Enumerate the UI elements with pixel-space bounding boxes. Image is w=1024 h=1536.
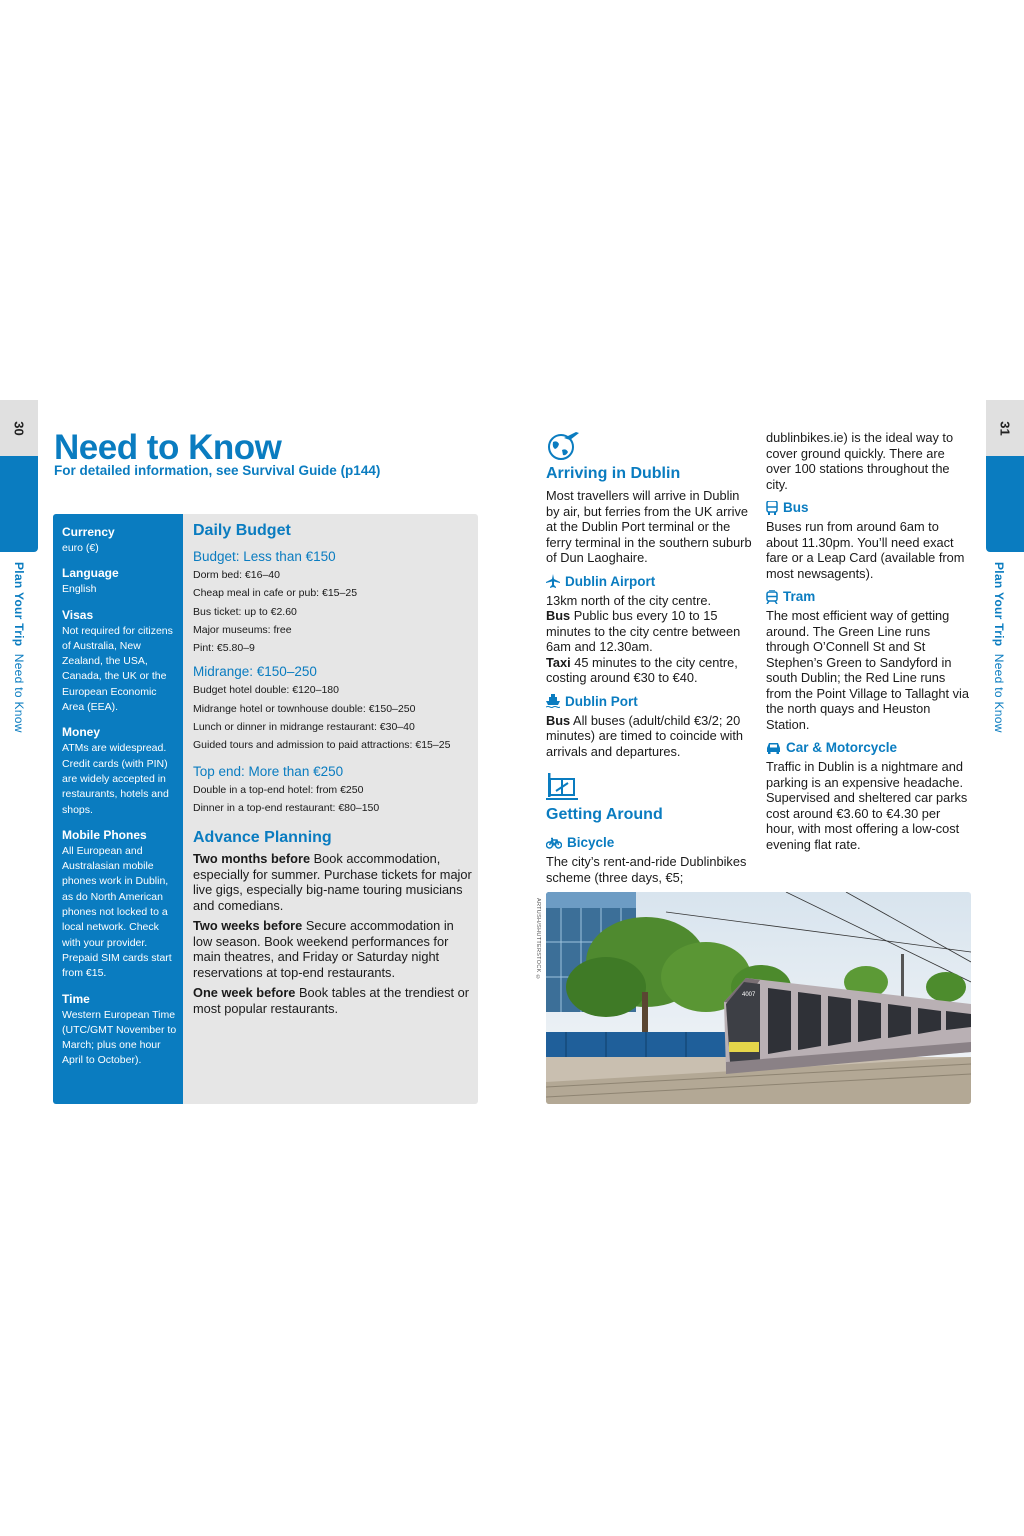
car-icon: [766, 742, 781, 754]
tram-icon: [766, 590, 778, 604]
sidebar-text: euro (€): [62, 542, 99, 554]
arriving-column: [546, 430, 752, 885]
left-side-label-rest: Need to Know: [12, 653, 26, 733]
sidebar-title: Currency: [62, 525, 115, 539]
sidebar-block-money: [62, 724, 177, 817]
left-side-label-bold: Plan Your Trip: [12, 562, 26, 647]
sidebar-block-visas: [62, 607, 177, 716]
planning-item-text: Secure accommodation in low season. Book weekend performances for main theatres, and Friday or Saturday night reservations at top-end restaurants.: [193, 918, 454, 980]
bicycle-icon: [546, 837, 562, 849]
airport-bus: [546, 608, 752, 655]
getting-around-heading: Getting Around: [546, 806, 663, 823]
left-page-tab: [0, 456, 38, 552]
sidebar-text: ATMs are widespread. Credit cards (with PIN) are widely accepted in restaurants, hotels and shops.: [62, 742, 169, 816]
airport-taxi-lead: Taxi: [546, 654, 571, 670]
airport-bus-text: Public bus every 10 to 15 minutes to the city centre between 6am and 12.30am.: [546, 608, 741, 654]
budget-item: Bus ticket: up to €2.60: [193, 605, 297, 618]
right-side-label: [992, 562, 1006, 733]
planning-item-lead: One week before: [193, 985, 296, 1001]
car-title: Car & Motorcycle: [786, 740, 898, 755]
right-page-tab: [986, 456, 1024, 552]
sidebar-title: Language: [62, 566, 119, 581]
info-sidebar: [53, 514, 183, 1104]
tram-text: The most efficient way of getting around. The Green Line runs through O’Connell St and St Stephen’s Green to Sandyford in south Dublin; the Red Line runs from the Point Village to Tallaght via the north quays and Heuston Station.: [766, 608, 969, 732]
budget-heading: Daily Budget: [193, 522, 291, 539]
info-box: [53, 514, 478, 1104]
tram-number: 4007: [742, 992, 756, 998]
planning-item-text: Book tables at the trendiest or most popular restaurants.: [193, 985, 469, 1016]
bus-text: Buses run from around 6am to about 11.30pm. You’ll need exact fare or a Leap Card (available from most newsagents).: [766, 519, 965, 581]
bus-icon: [766, 501, 778, 515]
right-side-label-rest: Need to Know: [992, 653, 1006, 733]
plane-icon: [546, 574, 560, 588]
airport-subheading: [546, 572, 752, 591]
arriving-intro: Most travellers will arrive in Dublin by air, but ferries from the UK arrive at the Dublin Port terminal or the ferry terminal in the southern suburb of Dun Laoghaire.: [546, 488, 752, 565]
sidebar-text: Not required for citizens of Australia, New Zealand, the USA, Canada, the UK or the European Economic Area (EEA).: [62, 624, 173, 714]
photo-credit: ARTUSH/SHUTTERSTOCK ©: [535, 898, 541, 981]
budget-item: Major museums: free: [193, 623, 292, 636]
sidebar-block-mobile-phones: [62, 827, 177, 982]
budget-item: Dinner in a top-end restaurant: €80–150: [193, 801, 380, 814]
budget-tier-title: Budget: Less than €150: [193, 549, 336, 564]
budget-tier-title: Top end: More than €250: [193, 763, 344, 779]
ferry-icon: [546, 694, 560, 708]
tram-subheading: [766, 587, 971, 606]
sidebar-text: English: [62, 583, 97, 596]
port-bus-lead: Bus: [546, 712, 571, 728]
bus-title: Bus: [783, 500, 809, 515]
port-bus-text: All buses (adult/child €3/2; 20 minutes) are timed to coincide with arrivals and departures.: [546, 712, 744, 759]
transit-stop-icon: [546, 773, 580, 801]
left-page-number: 30: [11, 420, 27, 436]
left-side-label: [12, 562, 26, 733]
airport-taxi: [546, 655, 752, 686]
page-subtitle: For detailed information, see Survival Guide (p144): [54, 463, 381, 478]
page-title: Need to Know: [54, 428, 282, 467]
budget-item: Double in a top-end hotel: from €250: [193, 783, 364, 796]
bicycle-subheading: [546, 833, 752, 852]
planning-item-lead: Two months before: [193, 851, 311, 867]
port-subheading: [546, 692, 752, 711]
sidebar-title: Money: [62, 725, 101, 740]
budget-item: Lunch or dinner in midrange restaurant: €30–40: [193, 721, 415, 734]
tram-photo: [546, 892, 971, 1104]
globe-plane-icon: [546, 430, 582, 462]
planning-item: [193, 985, 475, 1016]
bicycle-text-part1: The city’s rent-and-ride Dublinbikes scheme (three days, €5;: [546, 854, 747, 885]
budget-item: Cheap meal in cafe or pub: €15–25: [193, 587, 358, 600]
sidebar-block-currency: [62, 524, 177, 556]
budget-item: Guided tours and admission to paid attractions: €15–25: [193, 739, 451, 752]
airport-bus-lead: Bus: [546, 608, 571, 623]
right-page-number-box: [986, 400, 1024, 456]
tram-title: Tram: [783, 589, 816, 604]
port-bus: [546, 713, 752, 760]
sidebar-text: All European and Australasian mobile phones work in Dublin, as do North American phones not locked to a local network. Check with your provider. Prepaid SIM cards start from €15.: [62, 844, 172, 980]
left-page-number-box: [0, 400, 38, 456]
budget-item: Midrange hotel or townhouse double: €150–250: [193, 702, 416, 715]
budget-item: Dorm bed: €16–40: [193, 569, 280, 581]
budget-tier-title: Midrange: €150–250: [193, 664, 317, 680]
sidebar-block-time: [62, 991, 177, 1069]
sidebar-title: Visas: [62, 607, 94, 622]
bicycle-title: Bicycle: [567, 835, 615, 850]
port-title: Dublin Port: [565, 693, 638, 709]
planning-item-lead: Two weeks before: [193, 918, 303, 934]
right-page-number: 31: [997, 420, 1013, 436]
airport-taxi-text: 45 minutes to the city centre, costing around €30 to €40.: [546, 654, 738, 685]
sidebar-text: Western European Time (UTC/GMT November to March; plus one hour April to October).: [62, 1008, 177, 1067]
right-side-label-bold: Plan Your Trip: [992, 562, 1006, 647]
sidebar-title: Time: [62, 991, 90, 1006]
planning-item-text: Book accommodation, especially for summer. Purchase tickets for major live gigs, especially big-name touring musicians and comedians.: [193, 851, 472, 913]
bus-subheading: [766, 498, 971, 517]
planning-heading: Advance Planning: [193, 829, 332, 847]
arriving-heading: Arriving in Dublin: [546, 465, 681, 482]
sidebar-block-language: [62, 565, 177, 597]
airport-title: Dublin Airport: [565, 573, 656, 589]
sidebar-title: Mobile Phones: [62, 827, 147, 842]
planning-item: [193, 918, 475, 980]
transport-column: [766, 430, 971, 852]
info-main: [193, 520, 475, 1021]
budget-item: Pint: €5.80–9: [193, 642, 255, 655]
airport-location: 13km north of the city centre.: [546, 592, 712, 608]
car-subheading: [766, 738, 971, 757]
bicycle-text-part2: dublinbikes.ie) is the ideal way to cover ground quickly. There are over 100 stations throughout the city.: [766, 430, 954, 492]
car-text: Traffic in Dublin is a nightmare and parking is an expensive headache. Supervised and sheltered car parks cost around €3.60 to €4.30 per hour, with most offering a low-cost evening flat rate.: [766, 759, 968, 852]
budget-item: Budget hotel double: €120–180: [193, 684, 339, 697]
planning-item: [193, 851, 475, 913]
